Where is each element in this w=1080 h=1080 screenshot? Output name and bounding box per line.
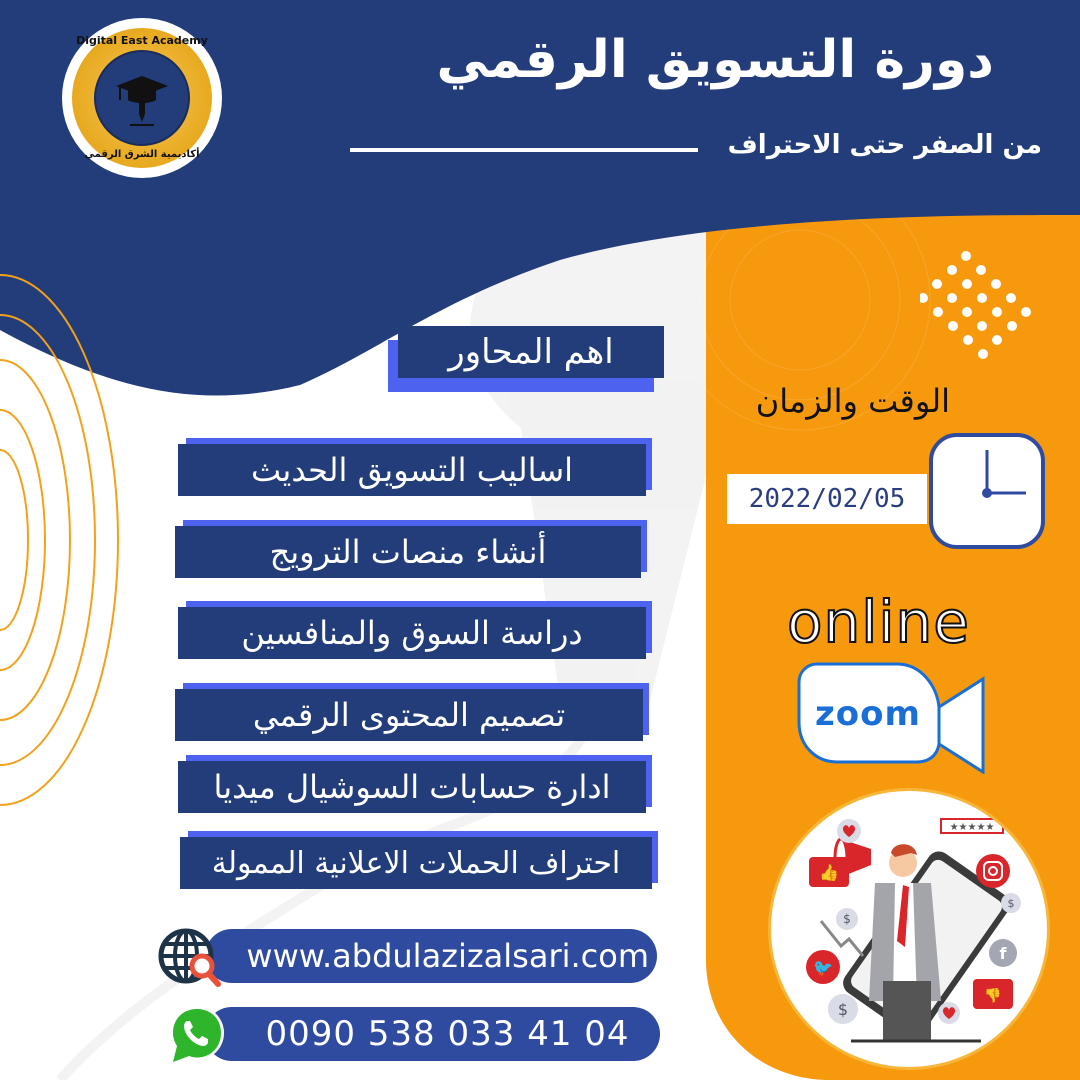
svg-text:$: $ [837, 1000, 849, 1019]
svg-text:$: $ [1007, 897, 1015, 910]
topic-label: أنشاء منصات الترويج [175, 526, 641, 578]
phone-number-pill[interactable] [205, 1007, 660, 1061]
phone-number[interactable]: 0090 538 033 41 04 [265, 1014, 630, 1054]
topic-label: اساليب التسويق الحديث [178, 444, 646, 496]
topics-heading-block [388, 326, 664, 384]
zoom-platform-label: zoom [815, 694, 921, 734]
svg-text:👍: 👍 [819, 863, 839, 882]
topic-item [175, 683, 649, 741]
digital-marketing-illustration [768, 788, 1050, 1070]
logo-badge [72, 28, 212, 168]
svg-text:f: f [999, 944, 1007, 963]
globe-search-icon [158, 926, 222, 990]
logo-text-en: Digital East Academy [76, 34, 208, 47]
svg-text:$: $ [843, 912, 851, 926]
topic-item [178, 438, 652, 496]
logo-text-ar: أكاديمية الشرق الرقمي [84, 149, 200, 160]
website-link[interactable] [205, 929, 657, 983]
delivery-mode: online [787, 588, 970, 656]
course-subtitle: من الصفر حتى الاحتراف [727, 130, 1042, 160]
graduation-cap-pen-icon [94, 50, 190, 146]
topic-label: احتراف الحملات الاعلانية الممولة [180, 837, 652, 889]
subtitle-divider [350, 148, 698, 152]
schedule-label: الوقت والزمان [755, 382, 950, 420]
clock-icon [928, 432, 1046, 550]
topic-label: دراسة السوق والمنافسين [178, 607, 646, 659]
academy-logo [62, 18, 222, 178]
zoom-camera-icon [797, 662, 987, 774]
topic-item [178, 755, 652, 813]
topic-label: تصميم المحتوى الرقمي [175, 689, 643, 741]
topic-item [178, 601, 652, 659]
svg-text:🐦: 🐦 [813, 958, 833, 977]
topics-heading: اهم المحاور [398, 326, 664, 378]
topic-item [180, 831, 658, 889]
svg-text:★★★★★: ★★★★★ [949, 822, 995, 833]
topic-label: ادارة حسابات السوشيال ميديا [178, 761, 646, 813]
decorative-dots [920, 250, 1050, 380]
whatsapp-icon [168, 1004, 226, 1066]
svg-text:👎: 👎 [984, 988, 1002, 1004]
website-url[interactable]: www.abdulazizalsari.com [246, 937, 649, 975]
course-date: 2022/02/05 [727, 474, 927, 524]
course-title: دورة التسويق الرقمي [436, 30, 994, 90]
topic-item [175, 520, 647, 578]
